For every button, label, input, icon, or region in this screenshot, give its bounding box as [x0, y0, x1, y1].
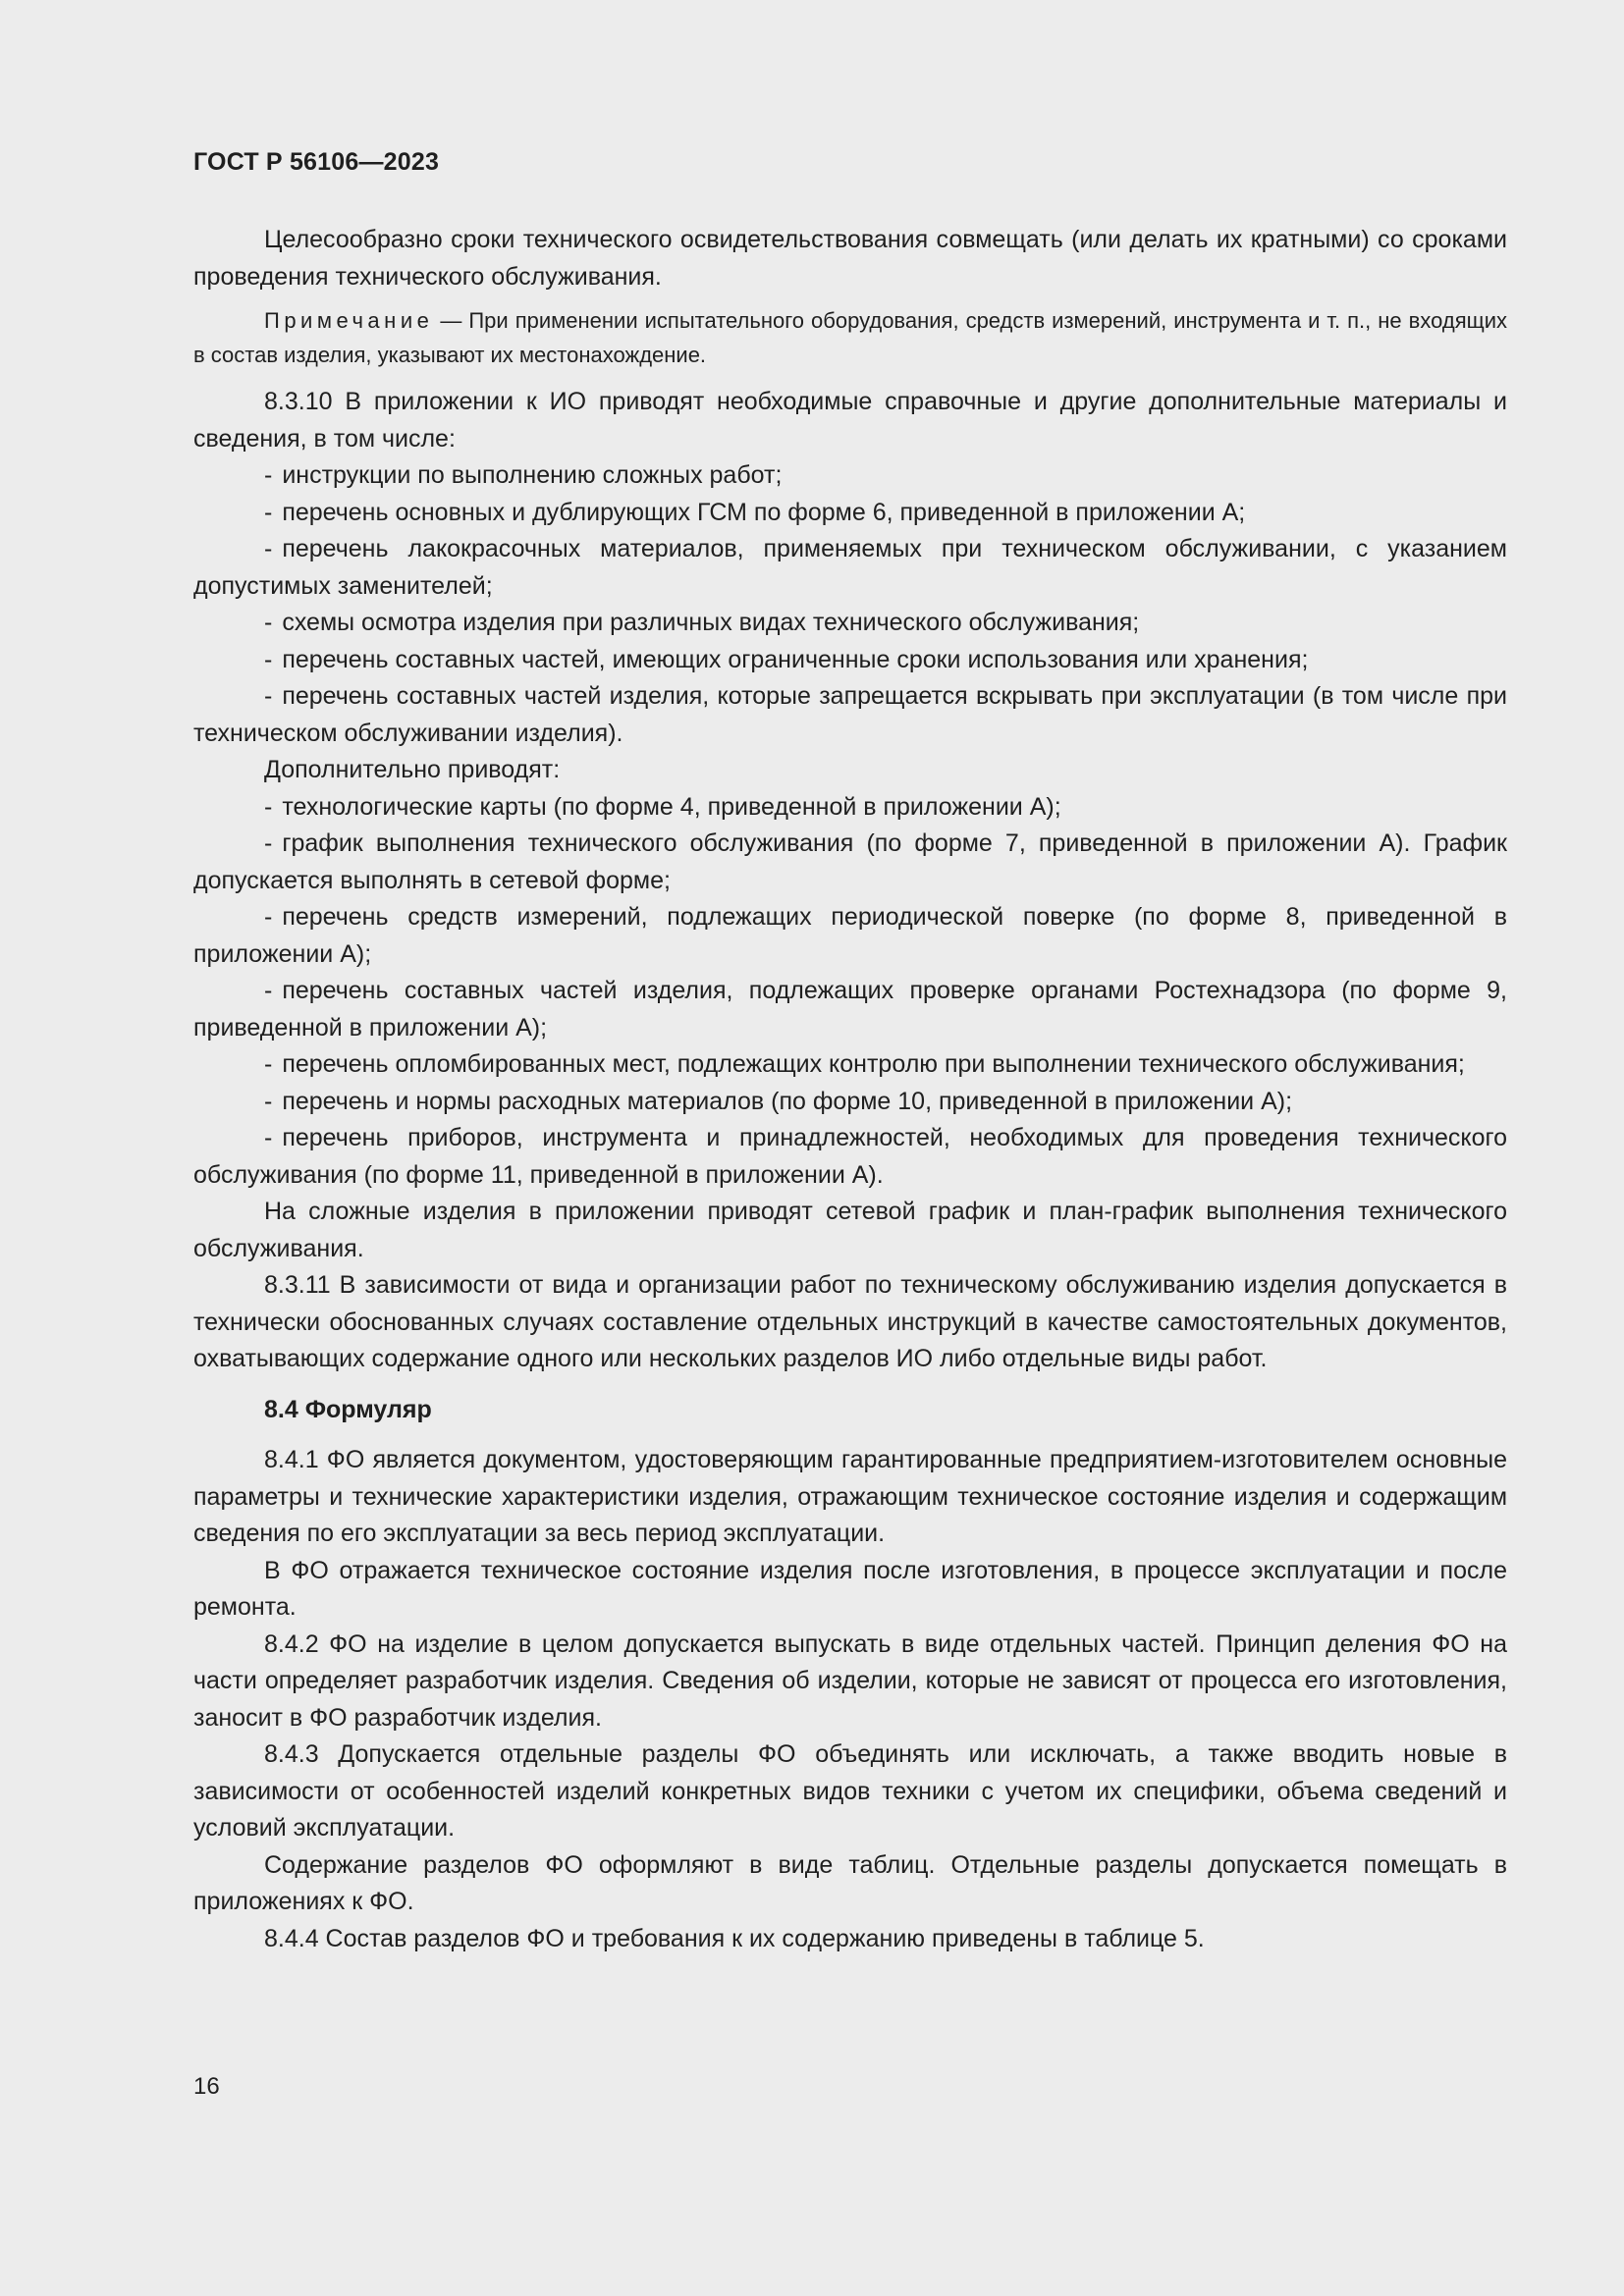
- paragraph-inspection-timing: Целесообразно сроки технического освидетельствования совмещать (или делать их кратными) со сроками проведения технического обслуживания.: [193, 226, 1507, 291]
- dash-marker: -: [264, 609, 273, 636]
- list-item-text: перечень и нормы расходных материалов (по форме 10, приведенной в приложении А);: [282, 1087, 1293, 1115]
- list-item: [193, 789, 1507, 827]
- list-item: [193, 642, 1507, 679]
- list-item: [193, 1120, 1507, 1194]
- paragraph-additional: Дополнительно приводят:: [264, 756, 561, 783]
- paragraph-8-4-2: 8.4.2 ФО на изделие в целом допускается выпускать в виде отдельных частей. Принцип деления ФО на части определяет разработчик изделия. Сведения об изделии, которые не зависят от процесса его изготовления, заносит в ФО разработчик изделия.: [193, 1629, 1507, 1732]
- list-item-text: график выполнения технического обслуживания (по форме 7, приведенной в приложении А). График допускается выполнять в сетевой форме;: [193, 829, 1507, 894]
- dash-marker: -: [264, 498, 273, 526]
- dash-marker: -: [264, 1050, 273, 1078]
- list-item-text: перечень средств измерений, подлежащих периодической поверке (по форме 8, приведенной в приложении А);: [193, 903, 1507, 968]
- list-item-text: перечень приборов, инструмента и принадлежностей, необходимых для проведения технического обслуживания (по форме 11, приведенной в приложении А).: [193, 1124, 1507, 1189]
- paragraph-complex-products: На сложные изделия в приложении приводят сетевой график и план-график выполнения технического обслуживания.: [193, 1198, 1507, 1262]
- list-item: [193, 899, 1507, 973]
- list-item-text: перечень опломбированных мест, подлежащих контролю при выполнении технического обслуживания;: [282, 1050, 1465, 1078]
- list-item-text: перечень составных частей изделия, которые запрещается вскрывать при эксплуатации (в том числе при техническом обслуживании изделия).: [193, 682, 1507, 747]
- list-item: [193, 605, 1507, 642]
- dash-marker: -: [264, 535, 273, 562]
- list-item: [193, 973, 1507, 1046]
- dash-marker: -: [264, 1087, 273, 1115]
- page-body: [193, 222, 1507, 1957]
- dash-marker: -: [264, 461, 273, 489]
- dash-marker: -: [264, 645, 273, 673]
- list-item-text: схемы осмотра изделия при различных видах технического обслуживания;: [282, 609, 1140, 636]
- list-item-text: перечень основных и дублирующих ГСМ по форме 6, приведенной в приложении А;: [282, 498, 1246, 526]
- paragraph-8-4-4: 8.4.4 Состав разделов ФО и требования к их содержанию приведены в таблице 5.: [264, 1924, 1205, 1952]
- list-item: [193, 1084, 1507, 1121]
- list-item: [193, 531, 1507, 605]
- page-number: 16: [193, 2073, 220, 2100]
- list-item: [193, 1046, 1507, 1084]
- list-item-text: перечень лакокрасочных материалов, применяемых при техническом обслуживании, с указанием допустимых заменителей;: [193, 535, 1507, 600]
- paragraph-8-3-10: 8.3.10 В приложении к ИО приводят необходимые справочные и другие дополнительные материалы и сведения, в том числе:: [193, 388, 1507, 453]
- list-item: [193, 826, 1507, 899]
- dash-marker: -: [264, 792, 273, 821]
- dash-marker: -: [264, 1124, 273, 1151]
- dash-marker: -: [264, 829, 273, 857]
- note: [193, 303, 1507, 372]
- note-text: — При применении испытательного оборудования, средств измерений, инструмента и т. п., не входящих в состав изделия, указывают их местонахождение.: [193, 308, 1507, 367]
- section-heading-8-4: 8.4 Формуляр: [264, 1395, 432, 1423]
- list-item-text: технологические карты (по форме 4, приведенной в приложении А);: [282, 792, 1061, 821]
- list-item-text: перечень составных частей, имеющих ограниченные сроки использования или хранения;: [282, 645, 1309, 673]
- paragraph-8-4-3-continued: Содержание разделов ФО оформляют в виде таблиц. Отдельные разделы допускается помещать в приложениях к ФО.: [193, 1850, 1507, 1915]
- paragraph-8-4-1-continued: В ФО отражается техническое состояние изделия после изготовления, в процессе эксплуатации и после ремонта.: [193, 1556, 1507, 1621]
- note-label: Примечание: [264, 308, 434, 333]
- list-item-text: инструкции по выполнению сложных работ;: [282, 461, 783, 489]
- list-item-text: перечень составных частей изделия, подлежащих проверке органами Ростехнадзора (по форме 9, приведенной в приложении А);: [193, 977, 1507, 1041]
- dash-marker: -: [264, 903, 273, 931]
- paragraph-8-4-3: 8.4.3 Допускается отдельные разделы ФО объединять или исключать, а также вводить новые в зависимости от особенностей изделий конкретных видов техники с учетом их специфики, объема сведений и условий эксплуатации.: [193, 1740, 1507, 1842]
- dash-marker: -: [264, 977, 273, 1004]
- list-item: [193, 457, 1507, 495]
- document-header: ГОСТ Р 56106—2023: [193, 148, 440, 176]
- list-item: [193, 678, 1507, 752]
- paragraph-8-4-1: 8.4.1 ФО является документом, удостоверяющим гарантированные предприятием-изготовителем основные параметры и технические характеристики изделия, отражающим техническое состояние изделия и содержащим сведения по его эксплуатации за весь период эксплуатации.: [193, 1446, 1507, 1547]
- paragraph-8-3-11: 8.3.11 В зависимости от вида и организации работ по техническому обслуживанию изделия допускается в технически обоснованных случаях составление отдельных инструкций в качестве самостоятельных документов, охватывающих содержание одного или нескольких разделов ИО либо отдельные виды работ.: [193, 1271, 1507, 1372]
- dash-marker: -: [264, 682, 273, 710]
- list-item: [193, 495, 1507, 532]
